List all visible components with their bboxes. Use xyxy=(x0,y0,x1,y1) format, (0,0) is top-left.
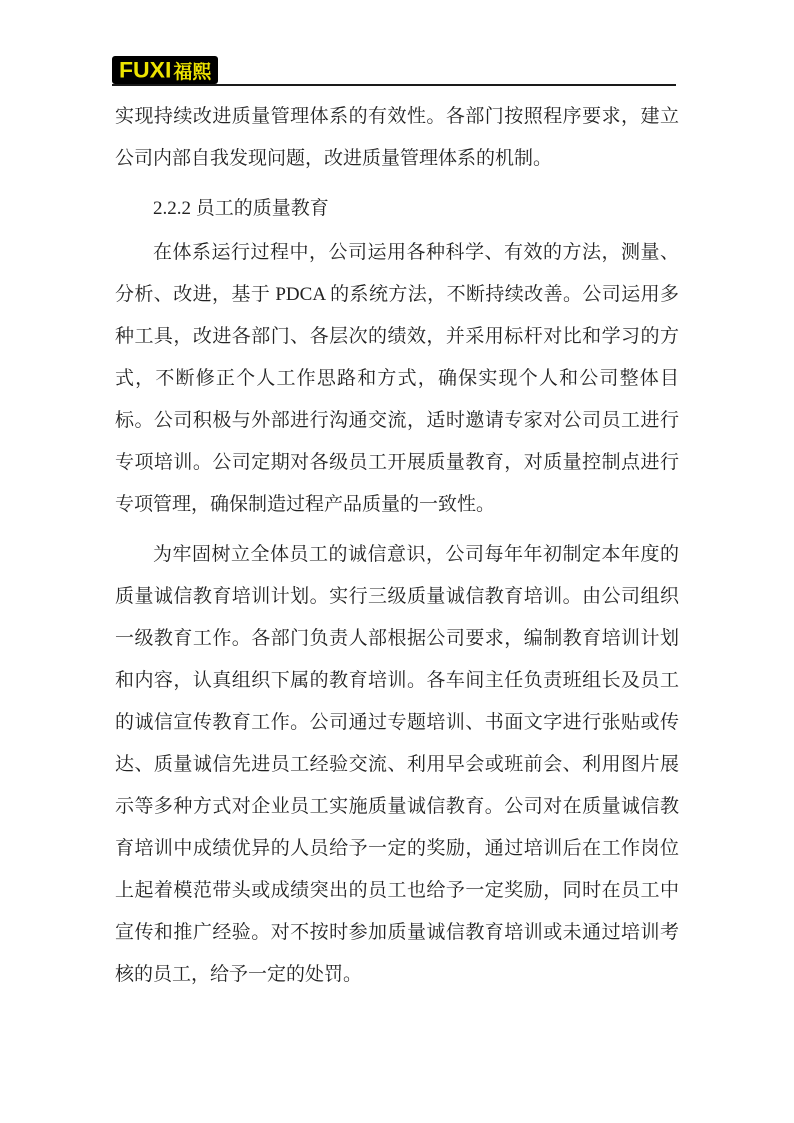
paragraph-continuation: 实现持续改进质量管理体系的有效性。各部门按照程序要求，建立公司内部自我发现问题，改进质量管理体系的机制。 xyxy=(115,106,679,169)
page-header xyxy=(112,56,676,86)
section-heading: 2.2.2 员工的质量教育 xyxy=(153,198,329,219)
paragraph-integrity-training: 为牢固树立全体员工的诚信意识，公司每年年初制定本年度的质量诚信教育培训计划。实行三级质量诚信教育培训。由公司组织一级教育工作。各部门负责人部根据公司要求，编制教育培训计划和内容，认真组织下属的教育培训。各车间主任负责班组长及员工的诚信宣传教育工作。公司通过专题培训、书面文字进行张贴或传达、质量诚信先进员工经验交流、利用早会或班前会、利用图片展示等多种方式对企业员工实施质量诚信教育。公司对在质量诚信教育培训中成绩优异的人员给予一定的奖励，通过培训后在工作岗位上起着模范带头或成绩突出的员工也给予一定奖励，同时在员工中宣传和推广经验。对不按时参加质量诚信教育培训或未通过培训考核的员工，给予一定的处罚。 xyxy=(115,544,679,985)
document-body xyxy=(115,96,679,1004)
logo-text-latin: FUXI xyxy=(119,57,172,83)
logo-text-cjk: 福熙 xyxy=(173,62,212,83)
paragraph-quality-education: 在体系运行过程中，公司运用各种科学、有效的方法，测量、分析、改进，基于 PDCA 的系统方法，不断持续改善。公司运用多种工具，改进各部门、各层次的绩效，并采用标杆对比和学习的方式，不断修正个人工作思路和方式，确保实现个人和公司整体目标。公司积极与外部进行沟通交流，适时邀请专家对公司员工进行专项培训。公司定期对各级员工开展质量教育，对质量控制点进行专项管理，确保制造过程产品质量的一致性。 xyxy=(115,242,679,515)
company-logo xyxy=(112,56,218,84)
